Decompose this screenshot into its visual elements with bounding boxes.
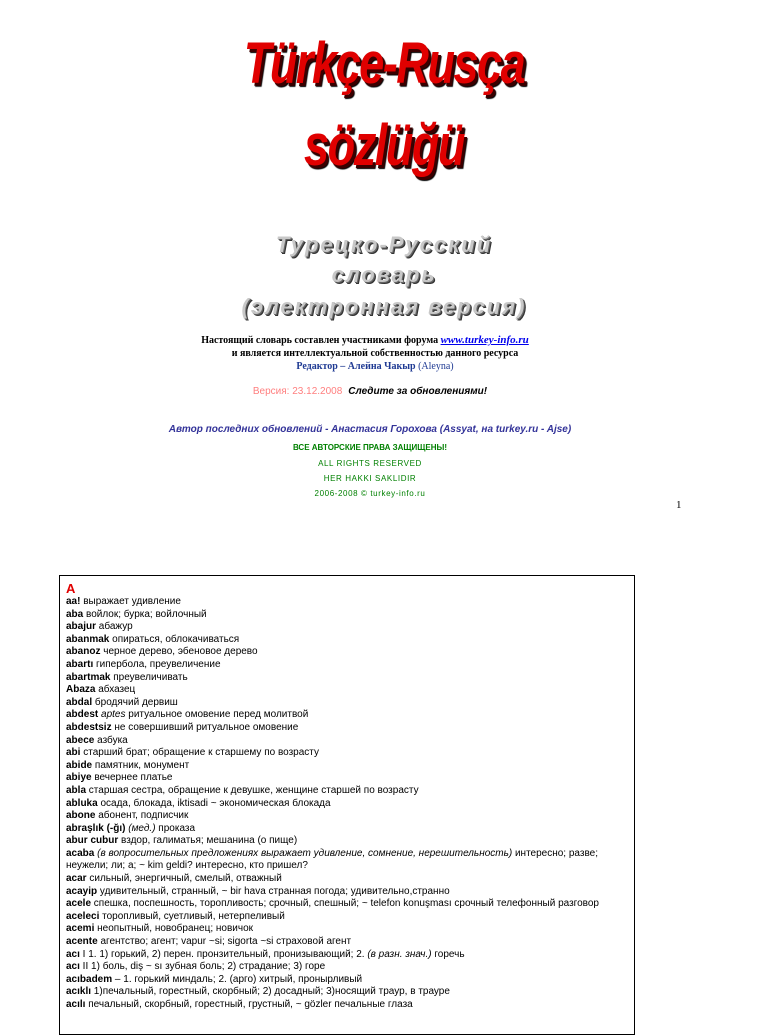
dictionary-entry [66,999,634,1012]
entry-definition: горечь [431,948,465,960]
entry-headword: abluka [66,797,98,809]
entry-definition: вечернее платье [91,772,173,784]
entry-headword: Abaza [66,684,96,696]
entry-headword: acı [66,948,80,960]
logo-title-line1: Türkçe-Rusça [243,31,525,96]
entry-definition: сильный, энергичный, смелый, отважный [86,873,282,885]
entry-note: (мед.) [125,822,156,834]
dictionary-box [59,575,635,1035]
entry-headword: abartı [66,658,94,670]
dictionary-entry [66,735,634,748]
entry-definition: преувеличивать [110,671,188,683]
entry-definition: гипербола, преувеличение [93,658,221,670]
dictionary-entry [66,621,634,634]
entry-definition: опираться, облокачиваться [109,633,240,645]
entry-definition: осада, блокада, iktisadi ~ экономическая блокада [97,797,331,809]
entry-headword: abdal [66,696,93,708]
dictionary-entry [66,798,634,811]
entry-headword: aba [66,608,84,620]
subtitle-line3: (электронная версия) [241,294,527,319]
entry-definition: черное дерево, эбеновое дерево [100,646,258,658]
dictionary-entry [66,923,634,936]
editor-nick: (Aleyna) [415,361,454,372]
entry-definition: спешка, поспешность, торопливость; срочный, спешный; ~ telefon konuşması срочный телефонный разговор [91,898,599,910]
entry-note: (в разн. знач.) [364,948,432,960]
info-line2: и является интеллектуальной собственностью данного ресурса [231,348,519,359]
editor-line [10,361,740,372]
dictionary-entry [66,634,634,647]
entry-headword: abdestsiz [66,721,112,733]
entry-definition: выражает удивление [80,596,181,607]
entry-headword: abanmak [66,633,110,645]
entry-headword: abece [66,734,95,746]
entry-definition: интересно; разве; неужели; ли; а; ~ kim geldi? интересно, кто пришел? [66,847,599,872]
rights-line2: ALL RIGHTS RESERVED [318,459,422,468]
entry-headword: abla [66,784,87,796]
dictionary-entry [66,747,634,760]
dictionary-entry [66,596,634,609]
entry-headword: abartmak [66,671,111,683]
entry-definition: удивительный, странный, ~ bir hava странная погода; удивительно,странно [97,885,450,897]
entry-definition: азбука [94,734,128,746]
dictionary-entry [66,848,634,873]
version-label: Версия: 23.12.2008 [252,386,343,397]
entry-headword: abi [66,747,81,759]
entry-headword: acele [66,898,92,910]
entry-headword: abur cubur [66,835,119,847]
dictionary-entry [66,659,634,672]
entry-headword: aceleci [66,910,100,922]
dictionary-entry [66,936,634,949]
entry-note: (в вопросительных предложениях выражает удивление, сомнение, нерешительность) [94,847,513,859]
letter-heading: A [66,581,76,596]
entry-headword: abajur [66,621,97,633]
entry-definition: не совершивший ритуальное омовение [111,721,299,733]
dictionary-entry [66,986,634,999]
entry-definition: абонент, подписчик [95,810,189,822]
info-line1-text: Настоящий словарь составлен участниками форума [201,335,441,346]
entry-headword: acemi [66,923,95,935]
entry-headword: abone [66,810,96,822]
entry-definition: войлок; бурка; войлочный [83,608,207,620]
rights-line3: HER HAKKI SAKLIDIR [323,474,417,483]
info-line1 [0,334,730,346]
entry-headword: abide [66,759,93,771]
entry-headword: acıklı [66,986,92,998]
dictionary-entry [66,609,634,622]
follow-updates: Следите за обновлениями! [348,386,488,397]
entry-definition: – 1. горький миндаль; 2. (арго) хитрый, пронырливый [112,973,363,985]
page-number: 1 [676,499,682,511]
entry-definition: агентство; агент; vapur ~si; sigorta ~si страховой агент [97,936,352,948]
entry-headword: abdest [66,709,99,721]
entry-definition: абажур [96,621,133,633]
dictionary-entry [66,898,634,911]
entry-definition: старшая сестра, обращение к девушке, женщине старшей по возрасту [86,784,419,796]
entry-headword: acaba [66,847,95,859]
dictionary-entry [66,722,634,735]
dictionary-entry [66,911,634,924]
entry-definition: памятник, монумент [92,759,190,771]
dictionary-entry [66,672,634,685]
entry-definition: абхазец [95,684,136,696]
entry-list [66,596,634,1012]
dictionary-entry [66,886,634,899]
dictionary-entry [66,835,634,848]
dictionary-entry [66,810,634,823]
subtitle-line2: словарь [331,262,437,287]
subtitle-line1: Турецко-Русский [275,232,493,257]
entry-definition: неопытный, новобранец; новичок [94,923,254,935]
entry-definition: старший брат; обращение к старшему по возрасту [80,747,319,759]
entry-headword: abanoz [66,646,101,658]
entry-definition: бродячий дервиш [92,696,178,708]
entry-definition: 1)печальный, горестный, скорбный; 2) досадный; 3)носящий траур, в трауре [91,986,450,998]
entry-headword: acı [66,961,80,973]
entry-definition: печальный, скорбный, горестный, грустный, ~ gözler печальные глаза [85,999,413,1010]
entry-definition: торопливый, суетливый, нетерпеливый [99,910,285,922]
entry-definition: ритуальное омовение перед молитвой [125,709,309,721]
version-line [0,386,740,397]
dictionary-entry [66,949,634,962]
entry-definition: проказа [155,822,196,834]
dictionary-entry [66,697,634,710]
dictionary-entry [66,961,634,974]
forum-link[interactable]: www.turkey-info.ru [440,334,529,346]
logo-title-line2: sözlüğü [304,113,464,178]
dictionary-entry [66,785,634,798]
entry-definition: II 1) боль, diş ~ sı зубная боль; 2) страдание; 3) горе [79,961,326,973]
dictionary-entry [66,646,634,659]
dictionary-entry [66,873,634,886]
rights-line1: ВСЕ АВТОРСКИЕ ПРАВА ЗАЩИЩЕНЫ! [292,443,448,452]
entry-headword: abiye [66,772,92,784]
dictionary-entry [66,709,634,722]
entry-headword: acente [66,936,98,948]
editor-name: Редактор – Алейна Чакыр [296,361,416,372]
entry-headword: acar [66,873,87,885]
entry-headword: acıbadem [66,973,113,985]
entry-definition: I 1. 1) горький, 2) перен. пронзительный, пронизывающий; 2. [79,948,365,960]
entry-headword: aa! [66,596,81,607]
rights-line4: 2006-2008 © turkey-info.ru [314,489,426,498]
dictionary-entry [66,823,634,836]
dictionary-entry [66,760,634,773]
dictionary-entry [66,684,634,697]
entry-note: aptes [98,709,126,721]
dictionary-entry [66,974,634,987]
entry-definition: вздор, галиматья; мешанина (о пище) [118,835,298,847]
entry-headword: acayip [66,885,98,897]
author-line: Автор последних обновлений - Анастасия Горохова (Assyat, на turkey.ru - Ajse) [168,424,572,435]
dictionary-entry [66,772,634,785]
entry-headword: acılı [66,999,86,1010]
entry-headword: abraşlık (-ğı) [66,822,126,834]
